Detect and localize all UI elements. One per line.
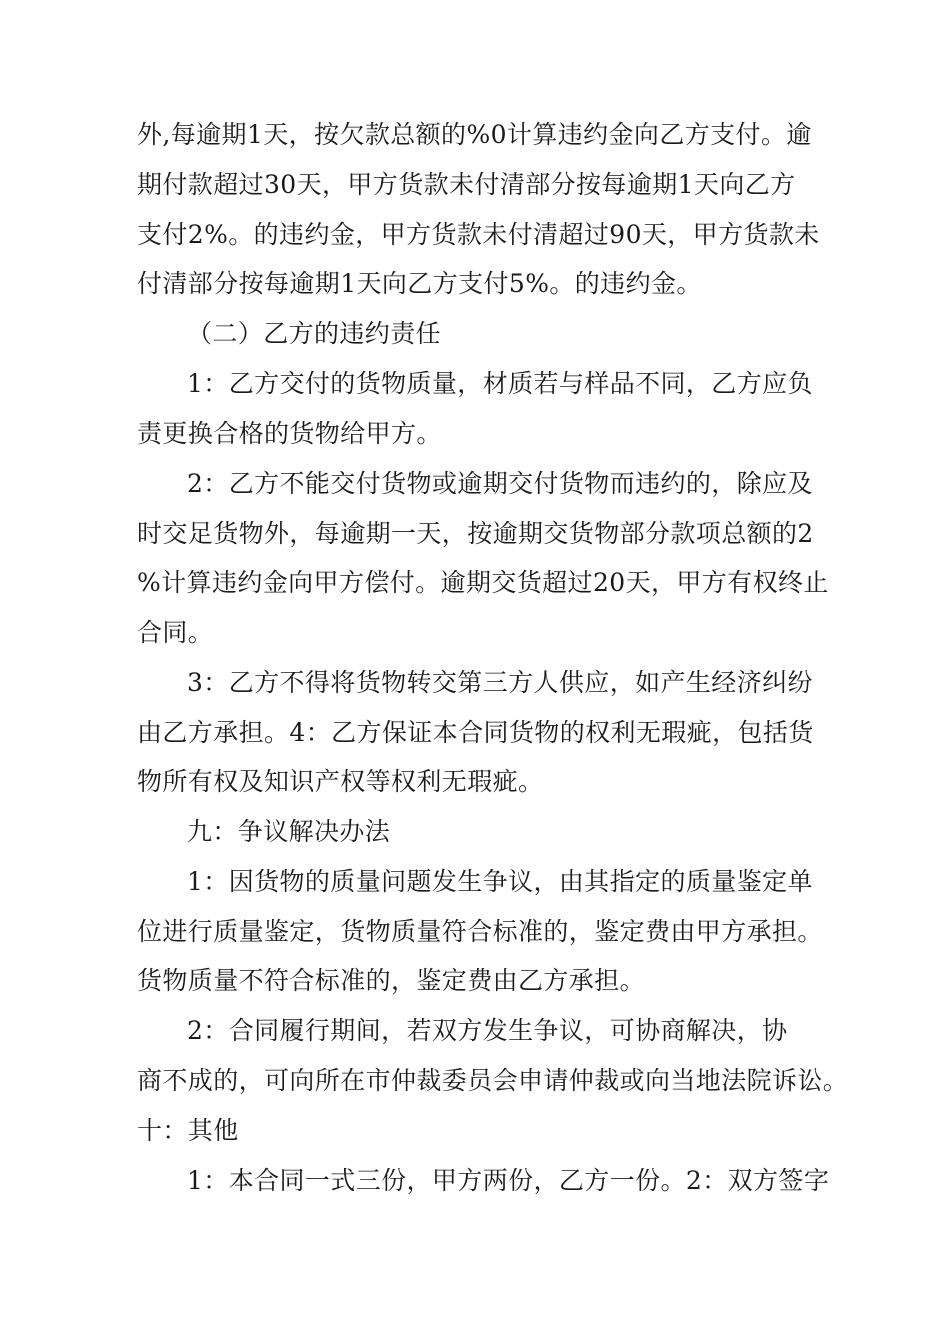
text-line: 责更换合格的货物给甲方。	[137, 419, 442, 448]
text-line: 2：乙方不能交付货物或逾期交付货物而违约的，除应及	[187, 469, 813, 498]
text-line: 由乙方承担。4：乙方保证本合同货物的权利无瑕疵，包括货	[137, 718, 814, 747]
text-line: 位进行质量鉴定，货物质量符合标准的，鉴定费由甲方承担。	[137, 917, 823, 946]
text-line: 支付2%。的违约金，甲方货款未付清超过90天，甲方货款未	[137, 220, 820, 249]
text-line: 1：因货物的质量问题发生争议，由其指定的质量鉴定单	[187, 867, 813, 896]
text-line: 1：乙方交付的货物质量，材质若与样品不同，乙方应负	[187, 369, 813, 398]
text-line: 期付款超过30天，甲方货款未付清部分按每逾期1天向乙方	[137, 170, 796, 199]
text-line: 时交足货物外，每逾期一天，按逾期交货物部分款项总额的2	[137, 519, 814, 548]
text-line: 外,每逾期1天，按欠款总额的%0计算违约金向乙方支付。逾	[137, 120, 812, 149]
text-line: 合同。	[137, 618, 214, 647]
text-line: 物所有权及知识产权等权利无瑕疵。	[137, 767, 544, 796]
section-heading: （二）乙方的违约责任	[187, 319, 442, 348]
text-line: 货物质量不符合标准的，鉴定费由乙方承担。	[137, 966, 646, 995]
text-line: 1：本合同一式三份，甲方两份，乙方一份。2：双方签字	[187, 1166, 830, 1195]
text-line: %计算违约金向甲方偿付。逾期交货超过20天，甲方有权终止	[137, 568, 829, 597]
section-heading: 十：其他	[137, 1116, 239, 1145]
text-line: 2：合同履行期间，若双方发生争议，可协商解决，协	[187, 1016, 788, 1045]
section-heading: 九：争议解决办法	[187, 817, 391, 846]
text-line: 商不成的，可向所在市仲裁委员会申请仲裁或向当地法院诉讼。	[137, 1066, 849, 1095]
text-line: 3：乙方不得将货物转交第三方人供应，如产生经济纠纷	[187, 668, 813, 697]
text-line: 付清部分按每逾期1天向乙方支付5%。的违约金。	[137, 269, 702, 298]
